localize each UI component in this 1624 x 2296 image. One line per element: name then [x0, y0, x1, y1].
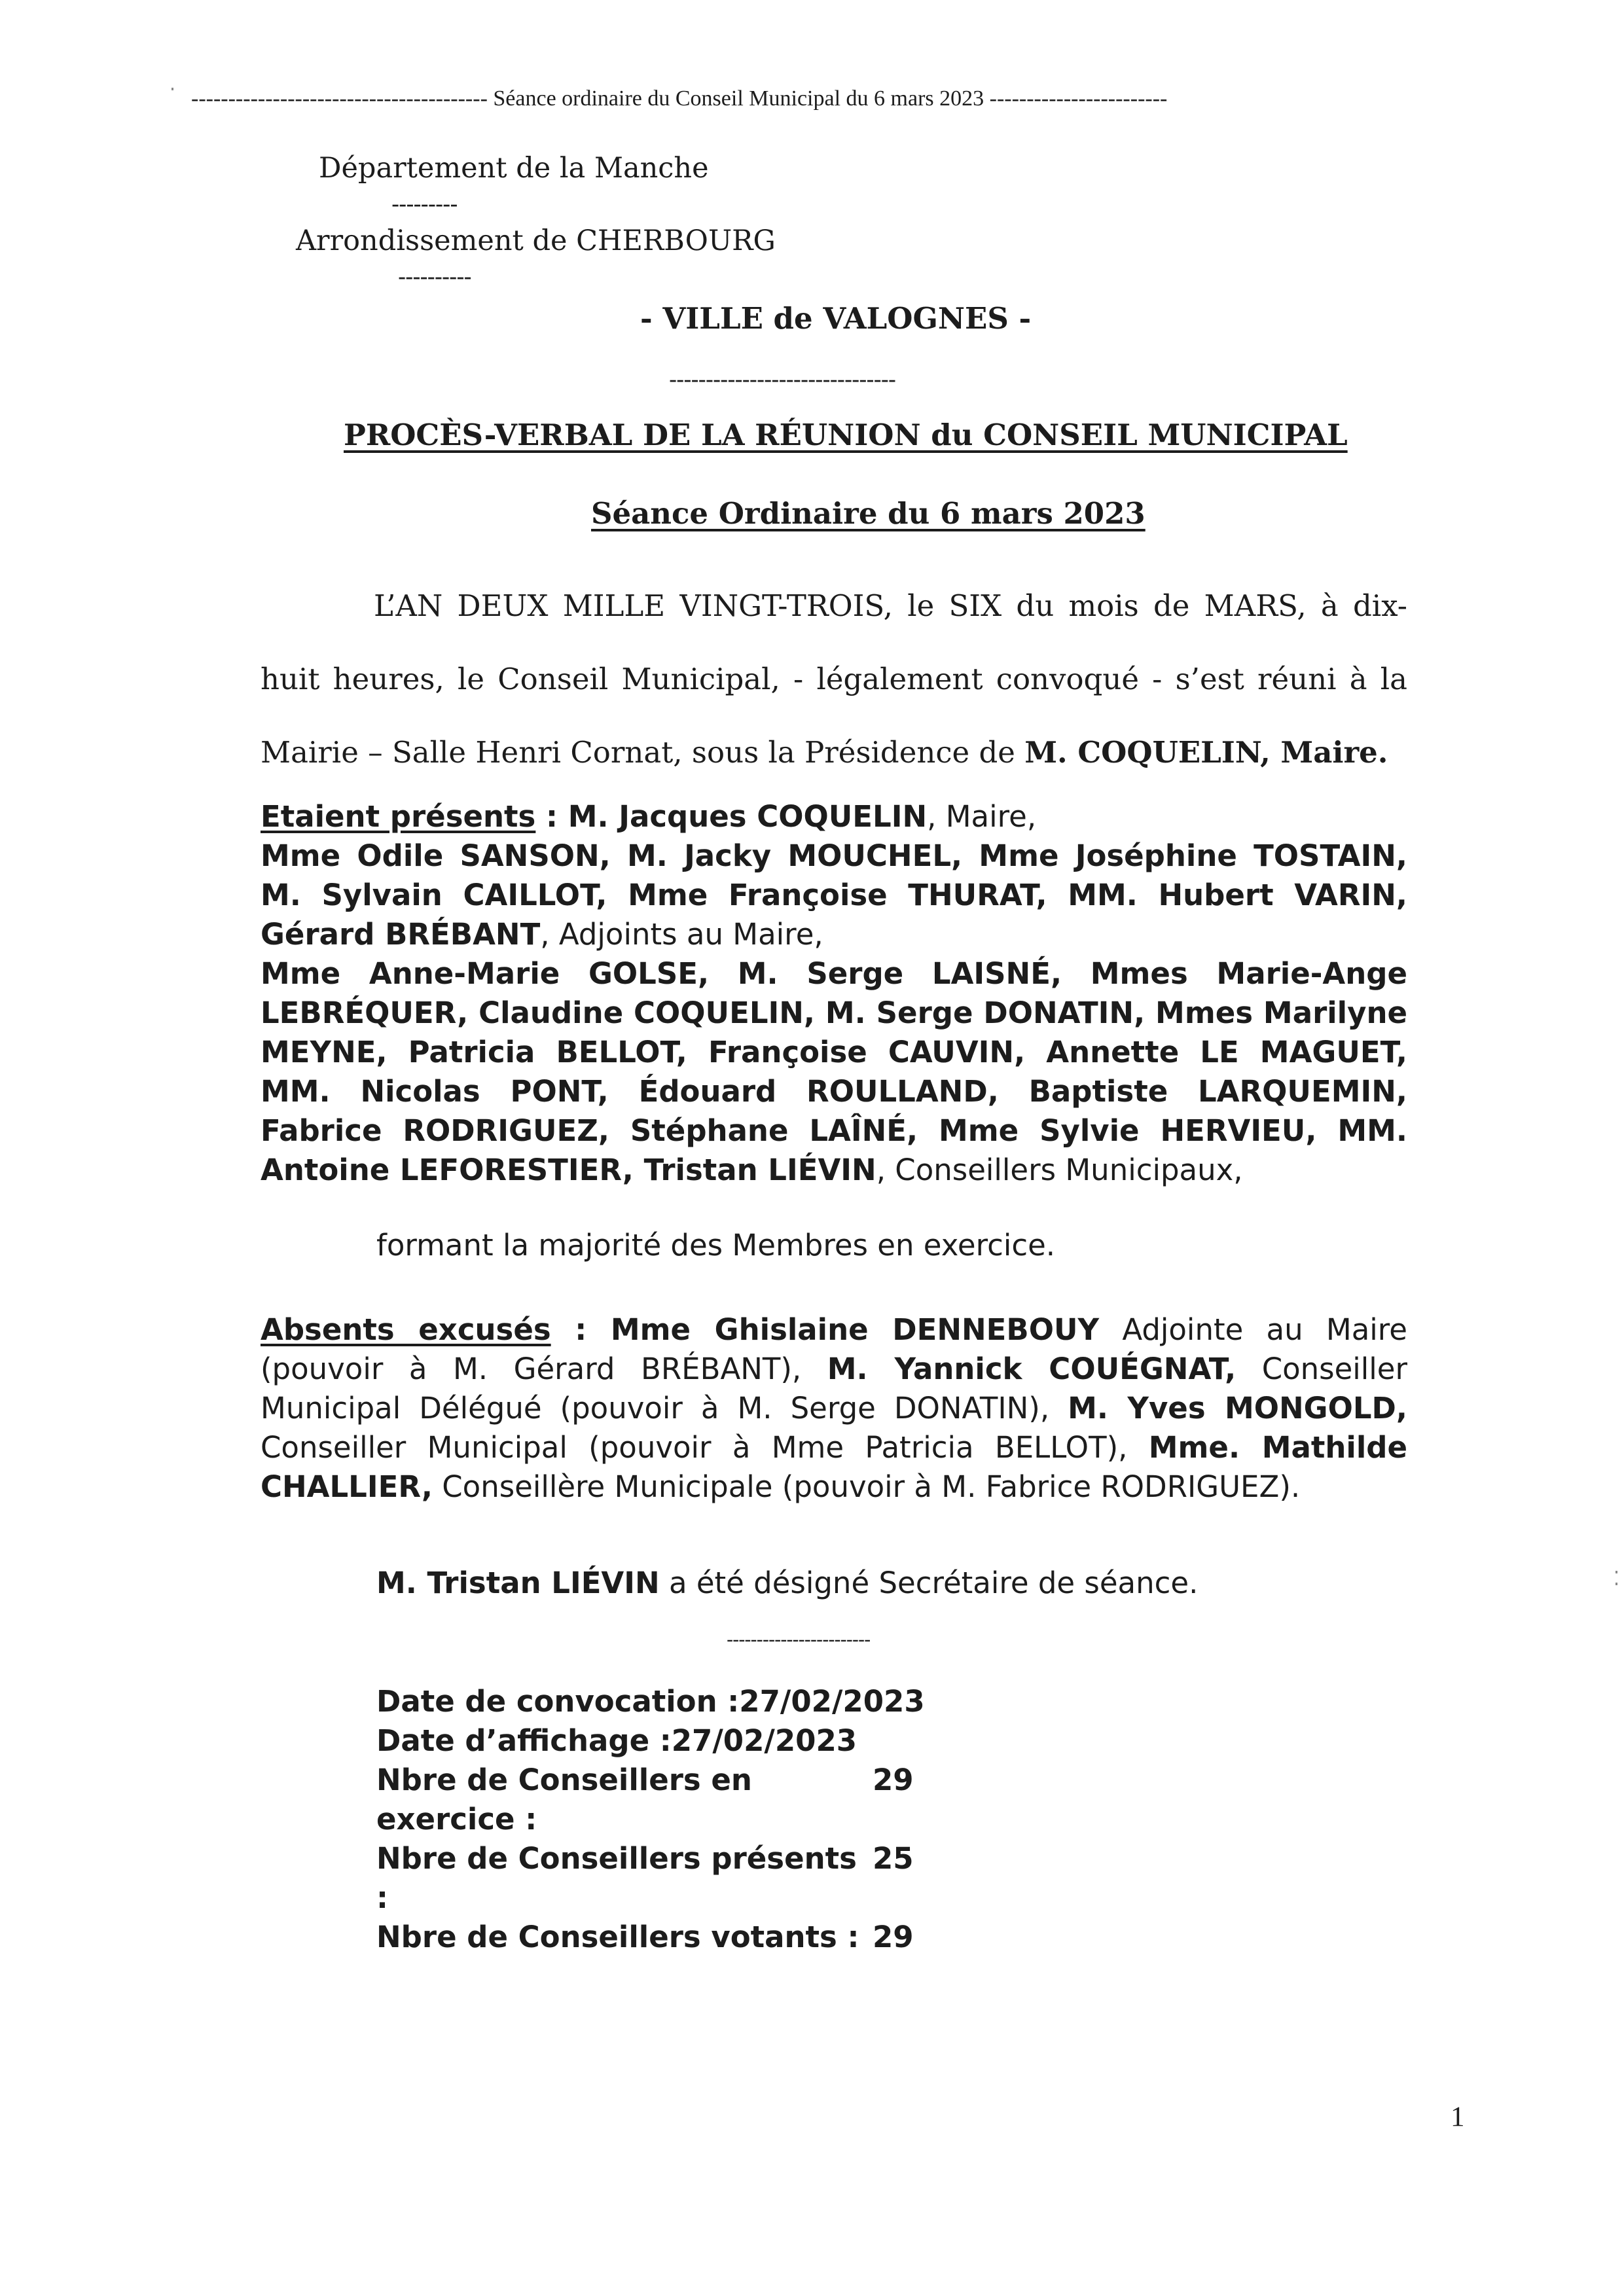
arrondissement-label: Arrondissement de [296, 224, 577, 257]
stat-votants: Nbre de Conseillers votants : 29 [376, 1920, 914, 1954]
department-label: Département de la [319, 152, 594, 185]
scan-mark [1615, 1583, 1617, 1585]
header-dashes-right: ------------------------ [989, 86, 1168, 111]
department-name: Manche [594, 152, 709, 185]
arrondissement-separator: ---------- [398, 264, 471, 291]
header-title: Séance ordinaire du Conseil Municipal du 6 mars 2023 [493, 86, 984, 111]
stat-presents: Nbre de Conseillers présents : 25 [376, 1841, 914, 1915]
present-adjoints: Mme Odile SANSON, M. Jacky MOUCHEL, Mme Joséphine TOSTAIN, M. Sylvain CAILLOT, Mme Françoise THURAT, MM. Hubert VARIN, Gérard BRÉBANT [261, 838, 1407, 952]
majority-statement: formant la majorité des Membres en exercice. [376, 1228, 1056, 1263]
present-mayor: M. Jacques COQUELIN [568, 799, 928, 834]
stat-affichage: Date d’affichage : 27/02/2023 [376, 1723, 857, 1758]
absent-2-name: M. Yannick COUÉGNAT, [827, 1352, 1236, 1386]
scan-mark [171, 88, 173, 90]
document-title: PROCÈS-VERBAL DE LA RÉUNION du CONSEIL MUNICIPAL [344, 418, 1348, 452]
page-number: 1 [1451, 2102, 1465, 2132]
absent-label: Absents excusés [261, 1312, 551, 1347]
stat-convocation: Date de convocation : 27/02/2023 [376, 1684, 925, 1719]
absent-1-name: Mme Ghislaine DENNEBOUY [610, 1312, 1100, 1347]
secretary-line: M. Tristan LIÉVIN a été désigné Secrétaire de séance. [376, 1566, 1199, 1600]
present-councillors: Mme Anne-Marie GOLSE, M. Serge LAISNÉ, Mmes Marie-Ange LEBRÉQUER, Claudine COQUELIN, M. Serge DONATIN, Mmes Marilyne MEYNE, Patricia BELLOT, Françoise CAUVIN, Annette LE MAGUET, MM. Nicolas PONT, Édouard ROULLAND, Baptiste LARQUEMIN, Fabrice RODRIGUEZ, Stéphane LAÎNÉ, Mme Sylvie HERVIEU, MM. Antoine LEFORESTIER, Tristan LIÉVIN [261, 956, 1407, 1187]
attendees-paragraph: Etaient présents : M. Jacques COQUELIN, Maire, Mme Odile SANSON, M. Jacky MOUCHEL, Mme Joséphine TOSTAIN, M. Sylvain CAILLOT, Mme Françoise THURAT, MM. Hubert VARIN, Gérard BRÉBANT, Adjoints au Maire, Mme Anne-Marie GOLSE, M. Serge LAISNÉ, Mmes Marie-Ange LEBRÉQUER, Claudine COQUELIN, M. Serge DONATIN, Mmes Marilyne MEYNE, Patricia BELLOT, Françoise CAUVIN, Annette LE MAGUET, MM. Nicolas PONT, Édouard ROULLAND, Baptiste LARQUEMIN, Fabrice RODRIGUEZ, Stéphane LAÎNÉ, Mme Sylvie HERVIEU, MM. Antoine LEFORESTIER, Tristan LIÉVIN, Conseillers Municipaux, [261, 799, 1407, 1187]
absent-3-name: M. Yves MONGOLD, [1068, 1391, 1407, 1426]
session-stats [376, 1682, 925, 1957]
stat-exercice: Nbre de Conseillers en exercice : 29 [376, 1763, 914, 1837]
secretary-name: M. Tristan LIÉVIN [376, 1566, 660, 1600]
department-line [319, 152, 709, 185]
city-separator: ------------------------------- [669, 367, 896, 393]
running-header [191, 86, 1167, 111]
intro-text: L’AN DEUX MILLE VINGT-TROIS, le SIX du mois de MARS, à dix-huit heures, le Conseil Municipal, - légalement convoqué - s’est réuni à la Mairie – Salle Henri Cornat, sous la Présidence de [261, 588, 1407, 770]
section-separator: ------------------------ [727, 1628, 871, 1651]
intro-paragraph [261, 569, 1407, 789]
present-label: Etaient présents [261, 799, 536, 834]
arrondissement-line [296, 224, 776, 257]
arrondissement-name: CHERBOURG [576, 224, 776, 257]
absentees-paragraph: Absents excusés : Mme Ghislaine DENNEBOUY Adjointe au Maire (pouvoir à M. Gérard BRÉBANT), M. Yannick COUÉGNAT, Conseiller Municipal Délégué (pouvoir à M. Serge DONATIN), M. Yves MONGOLD, Conseiller Municipal (pouvoir à Mme Patricia BELLOT), Mme. Mathilde CHALLIER, Conseillère Municipale (pouvoir à M. Fabrice RODRIGUEZ). [261, 1312, 1407, 1504]
header-dashes-left: ---------------------------------------- [191, 86, 488, 111]
intro-president: M. COQUELIN, Maire. [1024, 735, 1388, 770]
department-separator: --------- [391, 191, 458, 218]
session-title: Séance Ordinaire du 6 mars 2023 [591, 496, 1146, 531]
city-title: - VILLE de VALOGNES - [640, 301, 1032, 336]
scan-mark [1615, 1571, 1617, 1573]
absent-4-name: Mme. Mathilde CHALLIER, [261, 1430, 1407, 1504]
